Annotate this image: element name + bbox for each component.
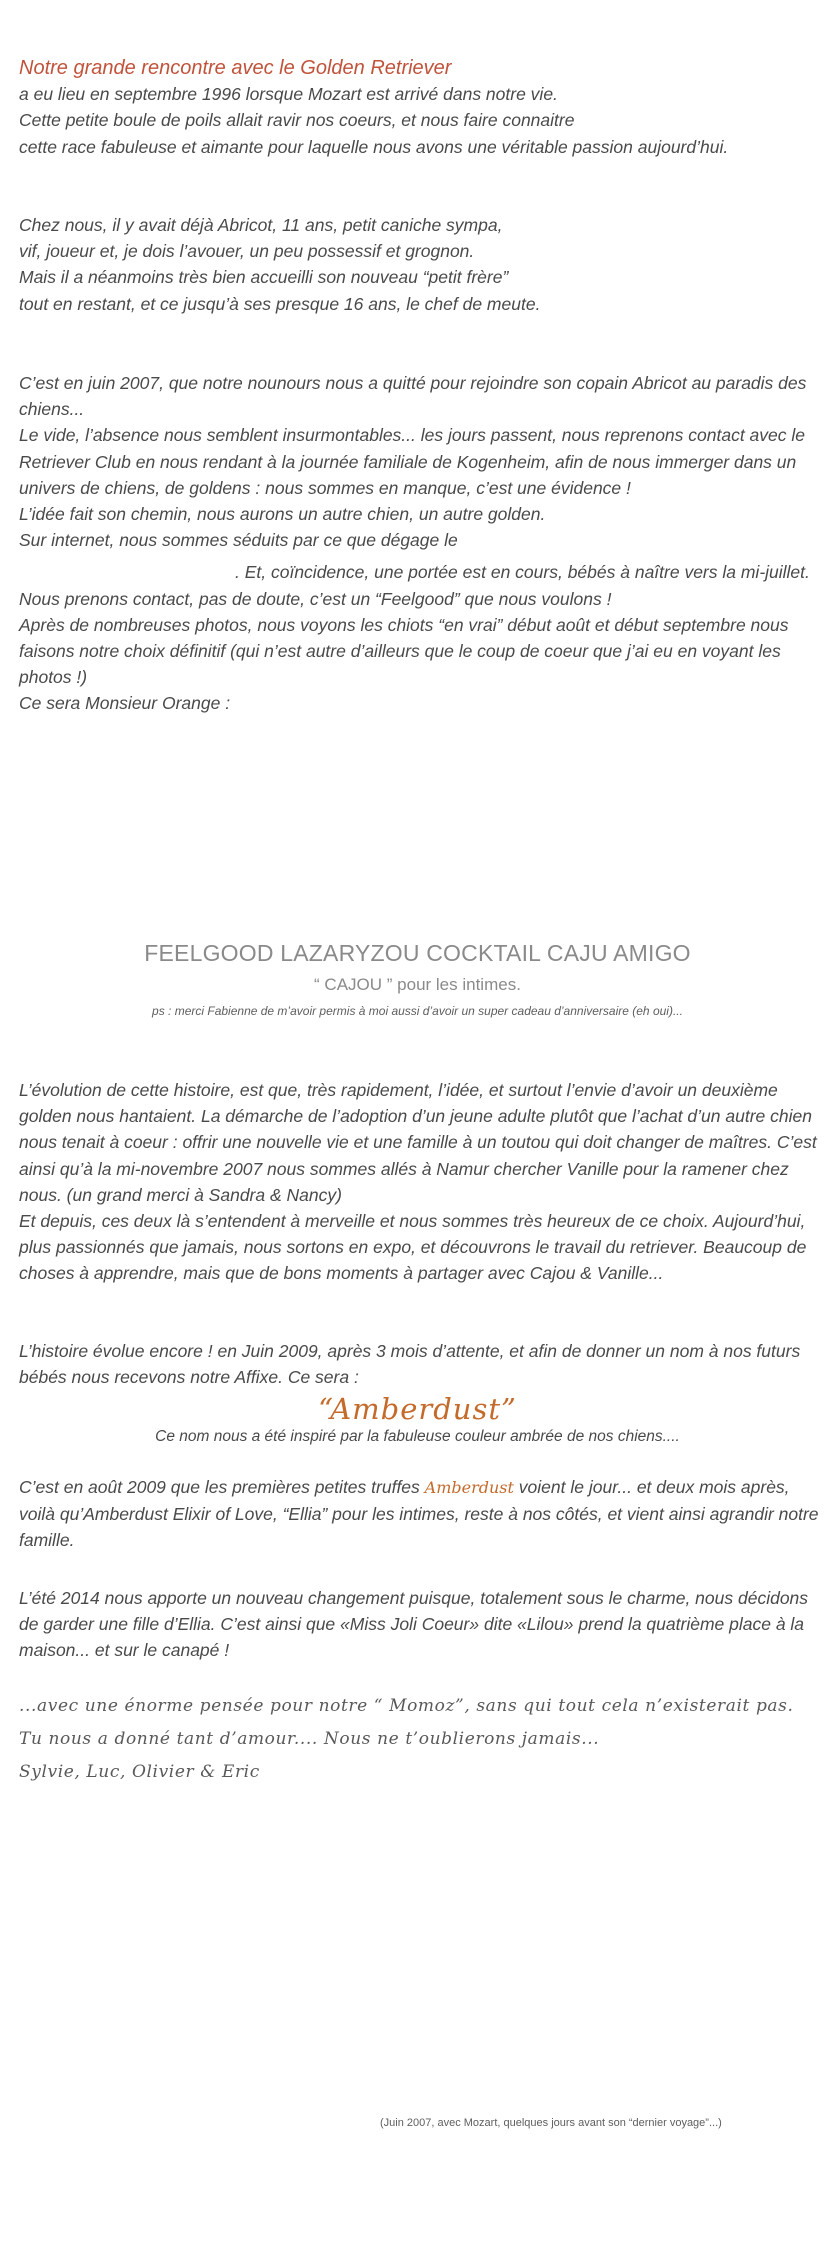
intro-title: Notre grande rencontre avec le Golden Retriever [19,57,452,79]
cajou-section [0,940,835,1025]
ellia-paragraph [19,1474,819,1554]
dedication-section [19,1690,819,1789]
story-paragraph: Ce sera Monsieur Orange : [19,693,231,714]
abricot-section [19,212,819,317]
story-2007-section [19,370,819,717]
cajou-nickname: “ CAJOU ” pour les intimes. [314,975,521,995]
lilou-section [19,1585,819,1664]
photo-caption: (Juin 2007, avec Mozart, quelques jours avant son “dernier voyage”...) [380,2117,722,2129]
ellia-brand-inline: Amberdust [424,1478,514,1497]
vanille-paragraph: Et depuis, ces deux là s’entendent à merveille et nous sommes très heureux de ce choix. Aujourd’hui, plus passionnés que jamais, nous sortons en expo, et découvrons le travail du retriever. Beaucoup de choses à apprendre, mais que de bons moments à partager avec Cajou & Vanille... [19,1211,807,1284]
ellia-text-before: C’est en août 2009 que les premières petites truffes [19,1477,425,1497]
abricot-line: Chez nous, il y avait déjà Abricot, 11 ans, petit caniche sympa, [19,215,503,235]
story-paragraph: Sur internet, nous sommes séduits par ce que dégage le [19,530,458,551]
affixe-brand-name: “Amberdust” [318,1392,517,1426]
abricot-line: vif, joueur et, je dois l’avouer, un peu possessif et grognon. [19,241,475,262]
story-paragraph: Après de nombreuses photos, nous voyons les chiots “en vrai” début août et début septembre nous faisons notre choix définitif (qui n’est autre d’ailleurs que le coup de coeur que j’ai eu en voyant les photos !) [19,614,789,688]
affixe-brand-note: Ce nom nous a été inspiré par la fabuleuse couleur ambrée de nos chiens.... [155,1428,680,1445]
lilou-paragraph: L’été 2014 nous apporte un nouveau changement puisque, totalement sous le charme, nous décidons de garder une fille d’Ellia. C’est ainsi que «Miss Joli Coeur» dite «Lilou» prend la quatrième place à la maison... et sur le canapé ! [19,1588,809,1661]
abricot-line: tout en restant, et ce jusqu’à ses presque 16 ans, le chef de meute. [19,293,541,314]
vanille-section [19,1077,819,1287]
dedication-signature: Sylvie, Luc, Olivier & Eric [19,1762,260,1782]
ellia-section [19,1474,819,1554]
cajou-ps-note: ps : merci Fabienne de m’avoir permis à moi aussi d’avoir un super cadeau d’anniversaire (eh oui)... [152,1004,683,1019]
dedication-text: ...avec une énorme pensée pour notre “ Momoz”, sans qui tout cela n’existerait pas. Tu nous a donné tant d’amour.... Nous ne t’oublierons jamais... [19,1696,794,1749]
vanille-paragraph: L’évolution de cette histoire, est que, très rapidement, l’idée, et surtout l’envie d’avoir un deuxième golden nous hantaient. La démarche de l’adoption d’un jeune adulte plutôt que l’achat d’un autre chien nous tenait à coeur : offrir une nouvelle vie et une famille à un toutou qui doit changer de maîtres. C’est ainsi qu’à la mi-novembre 2007 nous sommes allés à Namur chercher Vanille pour la ramener chez nous. (un grand merci à Sandra & Nancy) [19,1080,817,1205]
affixe-intro [19,1338,819,1390]
affixe-brand-block [0,1392,835,1448]
intro-section [19,55,819,160]
story-paragraph: C’est en juin 2007, que notre nounours nous a quitté pour rejoindre son copain Abricot au paradis des chiens... [19,373,807,420]
intro-line: cette race fabuleuse et aimante pour laquelle nous avons une véritable passion aujourd’hui. [19,136,729,157]
story-paragraph: Le vide, l’absence nous semblent insurmontables... les jours passent, nous reprenons contact avec le Retriever Club en nous rendant à la journée familiale de Kogenheim, afin de nous immerger dans un univers de chiens, de goldens : nous sommes en manque, c’est une évidence ! [19,425,806,498]
cajou-full-name: FEELGOOD LAZARYZOU COCKTAIL CAJU AMIGO [144,940,691,966]
affixe-paragraph: L’histoire évolue encore ! en Juin 2009, après 3 mois d’attente, et afin de donner un nom à nos futurs bébés nous recevons notre Affixe. Ce sera : [19,1341,801,1388]
story-paragraph: L’idée fait son chemin, nous aurons un autre chien, un autre golden. [19,504,546,525]
intro-line: Cette petite boule de poils allait ravir nos coeurs, et nous faire connaitre [19,110,575,131]
intro-line: a eu lieu en septembre 1996 lorsque Mozart est arrivé dans notre vie. [19,84,558,105]
story-paragraph: . Et, coïncidence, une portée est en cours, bébés à naître vers la mi-juillet. Nous prenons contact, pas de doute, c’est un “Feelgood” que nous voulons ! [19,562,810,609]
abricot-line: Mais il a néanmoins très bien accueilli son nouveau “petit frère” [19,267,509,288]
ellia-text-after: voient le jour... et deux mois après, voilà qu’Amberdust Elixir of Love, “Ellia” pour les intimes, reste à nos côtés, et vient ainsi agrandir notre famille. [19,1477,819,1551]
